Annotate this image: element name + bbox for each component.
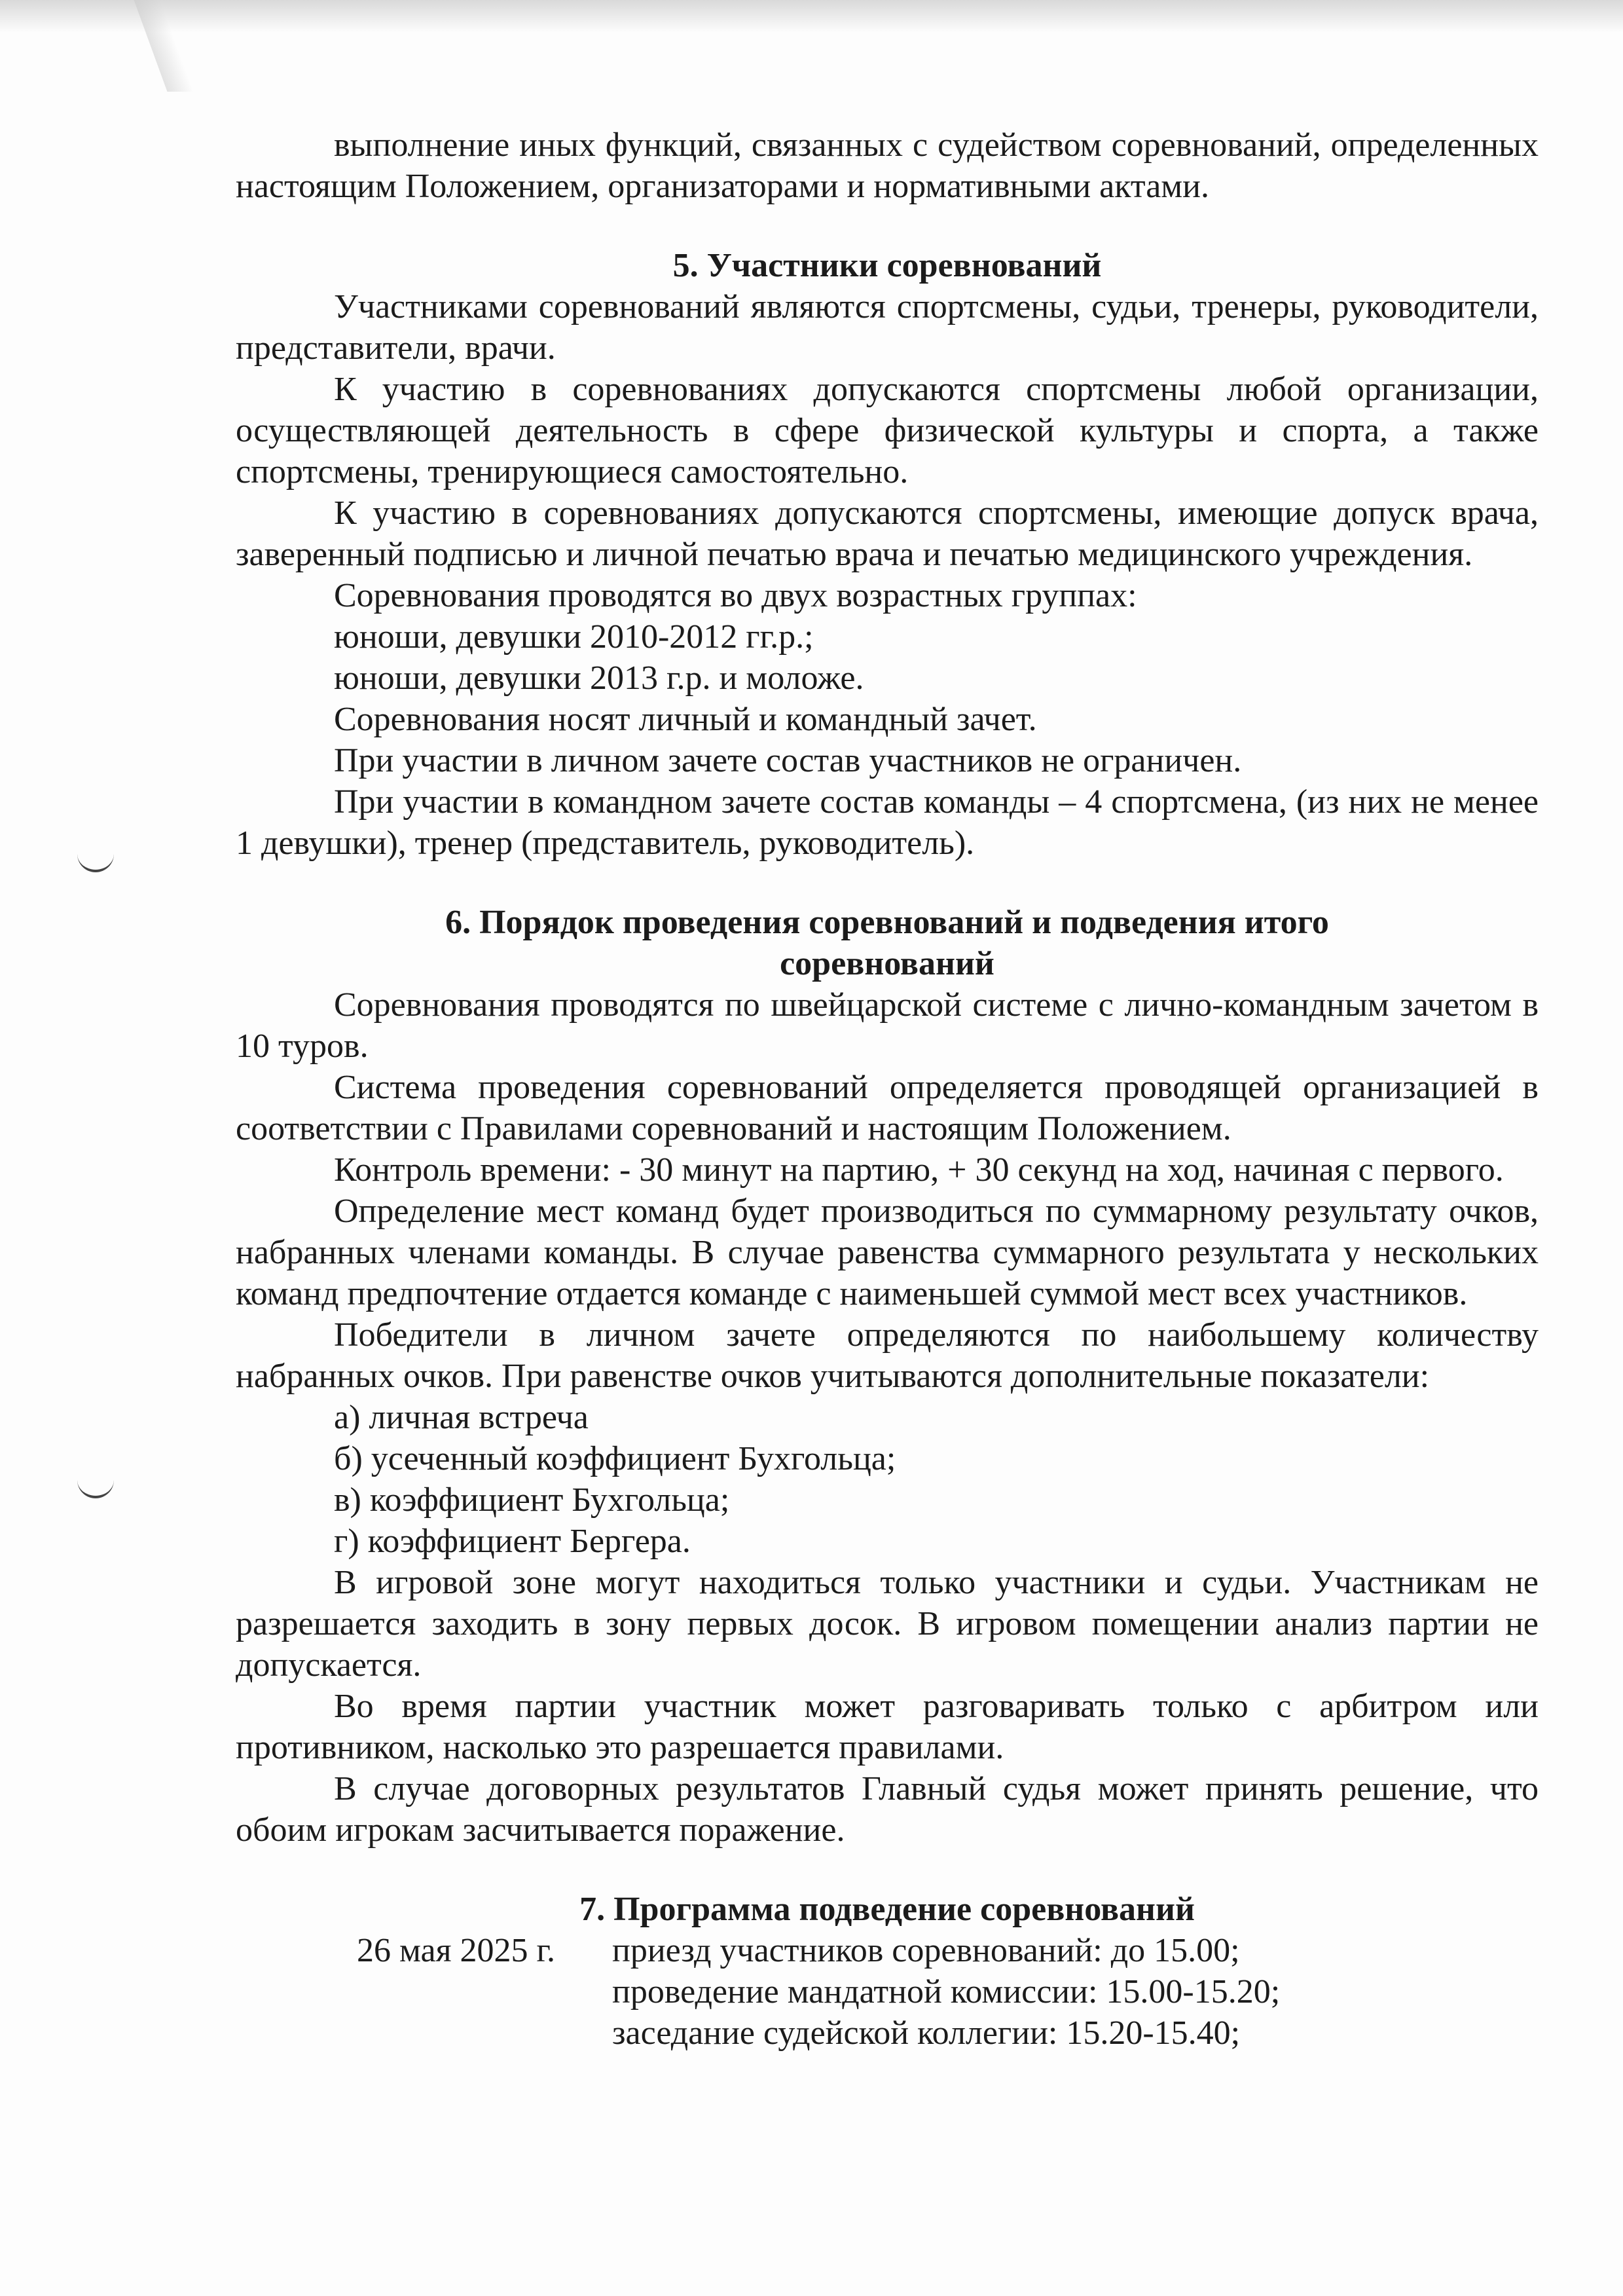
schedule-items bbox=[612, 1930, 1539, 2054]
schedule-date: 26 мая 2025 г. bbox=[357, 1932, 556, 1969]
section-5-title: 5. Участники соревнований bbox=[672, 247, 1102, 284]
section-6-paragraph: В случае договорных результатов Главный судья может принять решение, что обоим игрокам засчитывается поражение. bbox=[236, 1770, 1539, 1849]
section-5-paragraph: Участниками соревнований являются спортсмены, судьи, тренеры, руководители, представители, врачи. bbox=[236, 288, 1539, 367]
section-6-title-line2: соревнований bbox=[780, 945, 994, 982]
schedule-item: приезд участников соревнований: до 15.00; bbox=[612, 1932, 1240, 1969]
scan-top-shadow bbox=[0, 0, 1623, 33]
punch-hole-mark bbox=[77, 851, 114, 872]
intro-paragraph: выполнение иных функций, связанных с судейством соревнований, определенных настоящим Положением, организаторами и нормативными актами. bbox=[236, 126, 1539, 205]
section-6-paragraph: Во время партии участник может разговаривать только с арбитром или противником, насколько это разрешается правилами. bbox=[236, 1688, 1539, 1766]
section-6-title bbox=[236, 902, 1539, 984]
section-6-paragraph: Система проведения соревнований определяется проводящей организацией в соответствии с Правилами соревнований и настоящим Положением. bbox=[236, 1069, 1539, 1147]
section-5-paragraph: К участию в соревнованиях допускаются спортсмены любой организации, осуществляющей деятельность в сфере физической культуры и спорта, а также спортсмены, тренирующиеся самостоятельно. bbox=[236, 371, 1539, 491]
section-5-paragraph: Соревнования проводятся во двух возрастных группах: bbox=[334, 577, 1137, 614]
section-6-paragraph: В игровой зоне могут находиться только участники и судьи. Участникам не разрешается заходить в зону первых досок. В игровом помещении анализ партии не допускается. bbox=[236, 1564, 1539, 1684]
section-6-paragraph: Контроль времени: - 30 минут на партию, + 30 секунд на ход, начиная с первого. bbox=[334, 1151, 1504, 1189]
section-6-title-line1: 6. Порядок проведения соревнований и подведения итого bbox=[445, 904, 1329, 941]
section-5-paragraph: юноши, девушки 2013 г.р. и моложе. bbox=[334, 659, 864, 697]
section-6-paragraph: Определение мест команд будет производиться по суммарному результату очков, набранных членами команды. В случае равенства суммарного результата у нескольких команд предпочтение отдается команде с наименьшей суммой мест всех участников. bbox=[236, 1193, 1539, 1312]
tiebreak-list-item: г) коэффициент Бергера. bbox=[334, 1523, 691, 1560]
punch-hole-mark bbox=[77, 1477, 114, 1498]
section-7-title: 7. Программа подведение соревнований bbox=[579, 1891, 1195, 1928]
document-page bbox=[236, 124, 1539, 2054]
section-5-paragraph: При участии в личном зачете состав участников не ограничен. bbox=[334, 742, 1242, 779]
tiebreak-list-item: а) личная встреча bbox=[334, 1399, 589, 1436]
section-5-paragraph: К участию в соревнованиях допускаются спортсмены, имеющие допуск врача, заверенный подписью и личной печатью врача и печатью медицинского учреждения. bbox=[236, 494, 1539, 573]
schedule-block bbox=[236, 1930, 1539, 2054]
schedule-item: проведение мандатной комиссии: 15.00-15.20; bbox=[612, 1973, 1281, 2010]
schedule-item: заседание судейской коллегии: 15.20-15.40; bbox=[612, 2014, 1241, 2052]
section-5-paragraph: При участии в командном зачете состав команды – 4 спортсмена, (из них не менее 1 девушки), тренер (представитель, руководитель). bbox=[236, 783, 1539, 862]
section-6-paragraph: Соревнования проводятся по швейцарской системе с лично-командным зачетом в 10 туров. bbox=[236, 986, 1539, 1065]
section-6-paragraph: Победители в личном зачете определяются по наибольшему количеству набранных очков. При равенстве очков учитываются дополнительные показатели: bbox=[236, 1316, 1539, 1395]
section-5-paragraph: Соревнования носят личный и командный зачет. bbox=[334, 701, 1037, 738]
tiebreak-list-item: б) усеченный коэффициент Бухгольца; bbox=[334, 1440, 896, 1477]
tiebreak-list-item: в) коэффициент Бухгольца; bbox=[334, 1481, 730, 1519]
section-5-paragraph: юноши, девушки 2010-2012 гг.р.; bbox=[334, 618, 814, 656]
